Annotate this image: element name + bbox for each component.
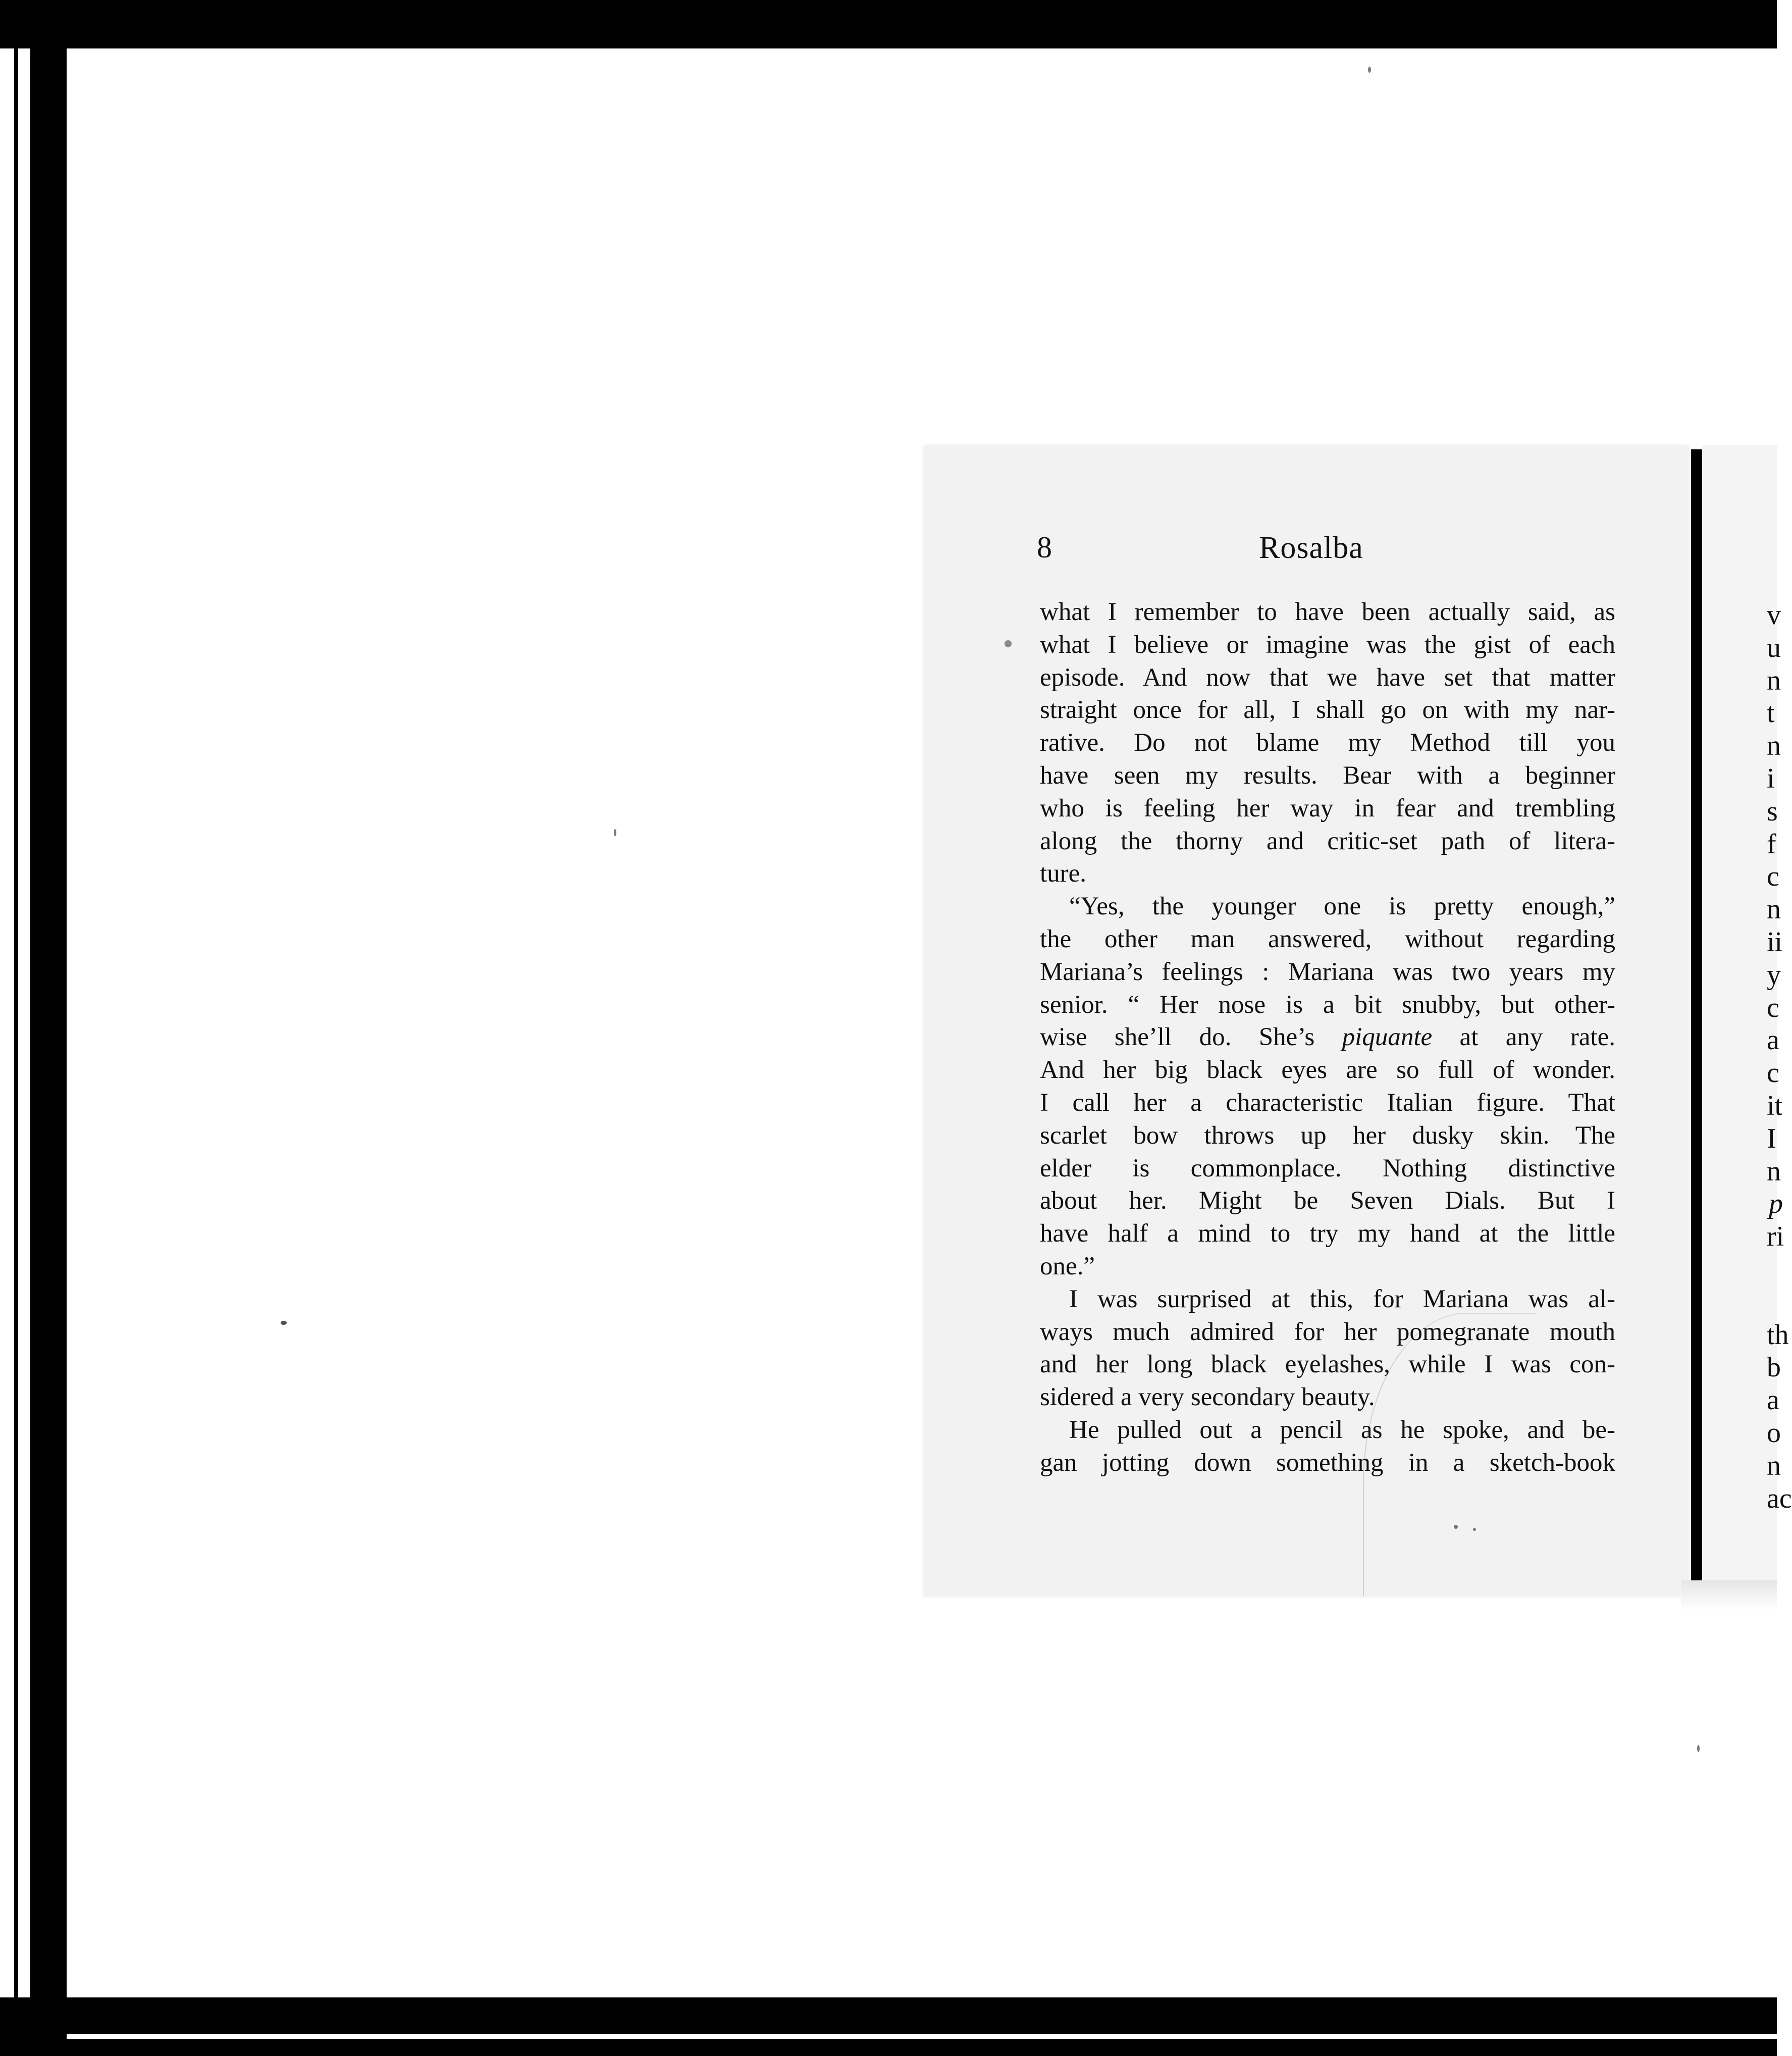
scan-speck (614, 829, 616, 836)
text-line: gan jotting down something in a sketch-book (1040, 1448, 1615, 1477)
book-binding-edge (1691, 449, 1702, 1580)
scan-speck (1473, 1528, 1476, 1531)
text-line: senior. “ Her nose is a bit snubby, but other- (1040, 990, 1615, 1019)
text-line: I was surprised at this, for Mariana was al- (1069, 1284, 1615, 1313)
facing-page-letter: v (1767, 599, 1781, 631)
bottom-film-border (0, 1997, 1777, 2056)
facing-page-letter: n (1767, 1155, 1781, 1187)
page-body-text (1040, 596, 1615, 1479)
facing-page-letter: I (1767, 1122, 1776, 1154)
left-film-border (30, 0, 67, 2056)
facing-page-letter: n (1767, 894, 1781, 926)
text-line: who is feeling her way in fear and trembling (1040, 794, 1615, 823)
facing-page-letter: o (1767, 1417, 1781, 1449)
facing-page-letter: c (1767, 861, 1779, 893)
text-line: “Yes, the younger one is pretty enough,” (1069, 892, 1615, 921)
facing-page-letter: b (1767, 1352, 1781, 1383)
left-film-edge (14, 48, 18, 1997)
text-line: scarlet bow throws up her dusky skin. The (1040, 1121, 1615, 1150)
facing-page-letter: i (1767, 763, 1775, 794)
scan-speck (1697, 1745, 1700, 1752)
bottom-film-gap (67, 2034, 1777, 2039)
facing-page-letter: p (1769, 1188, 1783, 1220)
facing-page-letter: u (1767, 632, 1781, 663)
text-line: ways much admired for her pomegranate mouth (1040, 1317, 1615, 1346)
facing-page-letter: c (1767, 992, 1779, 1023)
text-line: Mariana’s feelings : Mariana was two years my (1040, 957, 1615, 986)
text-line: straight once for all, I shall go on with my nar- (1040, 696, 1615, 725)
facing-page-letter: y (1767, 959, 1781, 991)
text-line: the other man answered, without regarding (1040, 924, 1615, 953)
text-line: along the thorny and critic-set path of litera- (1040, 827, 1615, 855)
text-line: sidered a very secondary beauty. (1040, 1383, 1375, 1412)
text-line: what I remember to have been actually said, as (1040, 598, 1615, 626)
facing-page-fragment (1702, 445, 1792, 1597)
text-line: episode. And now that we have set that matter (1040, 663, 1615, 692)
running-title: Rosalba (1259, 531, 1363, 565)
text-line: and her long black eyelashes, while I was con- (1040, 1350, 1615, 1379)
text-line: about her. Might be Seven Dials. But I (1040, 1187, 1615, 1215)
text-segment: wise she’ll do. She’s (1040, 1023, 1342, 1052)
text-line: one.” (1040, 1252, 1095, 1280)
facing-page-letter: th (1767, 1319, 1789, 1351)
scan-speck (1368, 67, 1371, 73)
top-film-border (0, 0, 1777, 48)
scan-speck (1454, 1525, 1458, 1529)
text-line-with-italic (1040, 1021, 1615, 1054)
text-line: have seen my results. Bear with a beginner (1040, 761, 1615, 790)
italic-word: piquante (1342, 1023, 1433, 1052)
text-line: have half a mind to try my hand at the little (1040, 1219, 1615, 1248)
facing-page-letter: a (1767, 1024, 1779, 1056)
facing-page-letter: f (1767, 828, 1776, 860)
facing-page-letter: n (1767, 1450, 1781, 1481)
facing-page-letter: a (1767, 1384, 1779, 1416)
facing-page-letter: c (1767, 1057, 1779, 1089)
scan-speck (1005, 640, 1012, 647)
text-line: ture. (1040, 859, 1087, 888)
facing-page-letter: it (1767, 1090, 1783, 1121)
facing-page-letter: ac (1767, 1482, 1792, 1514)
page-shadow (1681, 1580, 1777, 1611)
facing-page-letter: t (1767, 697, 1775, 729)
text-line: And her big black eyes are so full of wonder. (1040, 1056, 1615, 1085)
page-header (1037, 530, 1585, 571)
facing-page-letter: n (1767, 730, 1781, 762)
text-line: He pulled out a pencil as he spoke, and be- (1069, 1415, 1615, 1444)
facing-page-letter: ri (1767, 1221, 1784, 1253)
text-line: elder is commonplace. Nothing distinctive (1040, 1154, 1615, 1183)
facing-page-letter: n (1767, 664, 1781, 696)
text-segment: at any rate. (1432, 1023, 1615, 1052)
facing-page-letter: ii (1767, 927, 1783, 958)
text-line: rative. Do not blame my Method till you (1040, 729, 1615, 757)
scan-speck (281, 1321, 287, 1325)
page-number: 8 (1037, 531, 1052, 564)
text-line: I call her a characteristic Italian figure. That (1040, 1088, 1615, 1117)
text-line: what I believe or imagine was the gist of each (1040, 630, 1615, 659)
facing-page-letter: s (1767, 795, 1778, 827)
